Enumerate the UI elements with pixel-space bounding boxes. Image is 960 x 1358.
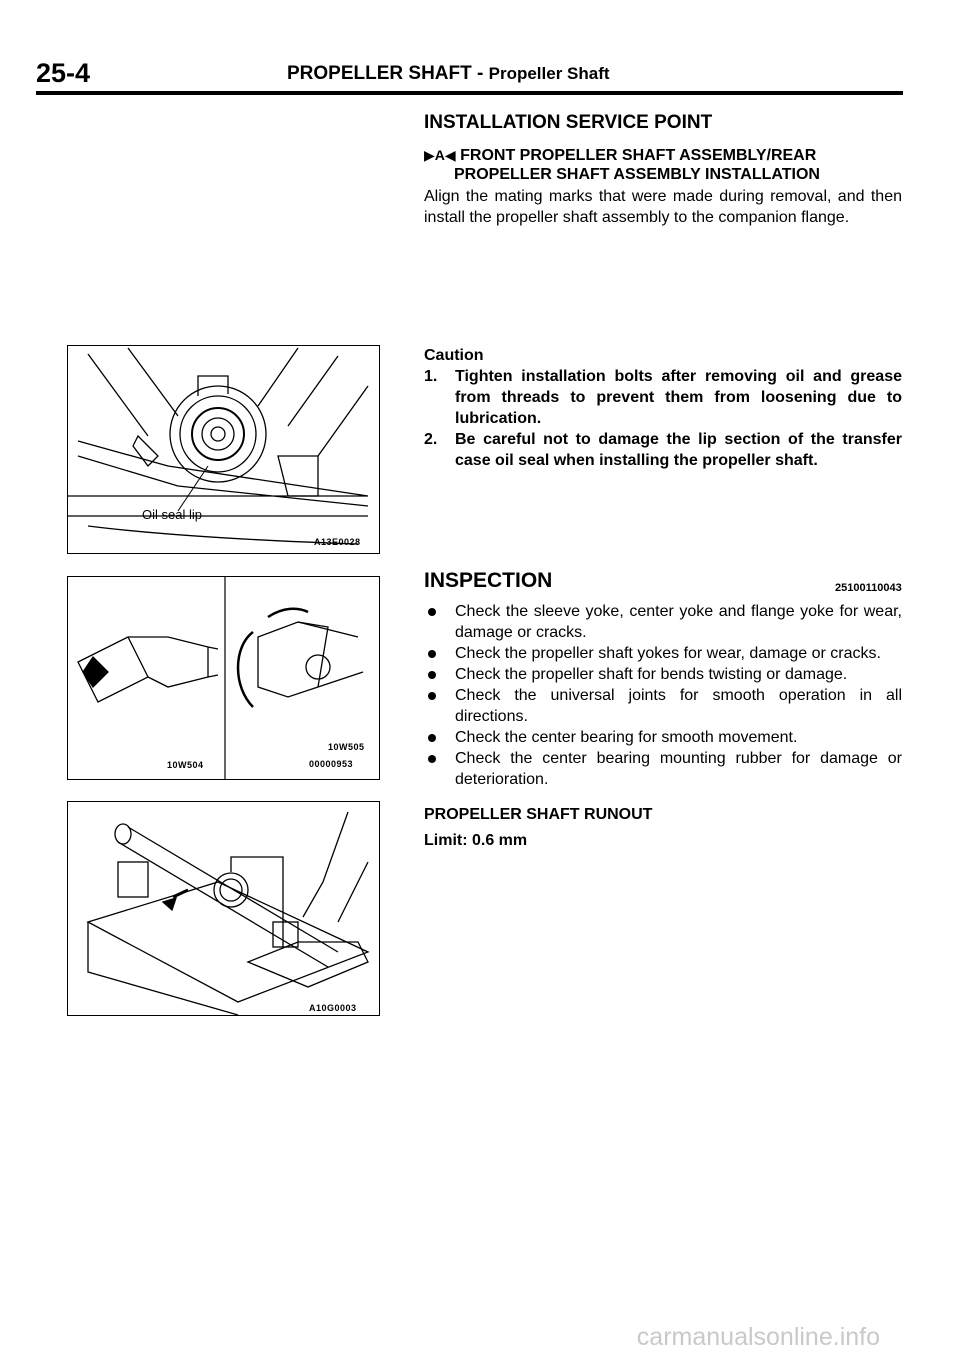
inspection-code: 25100110043 bbox=[835, 582, 902, 594]
caution-item-text: Be careful not to damage the lip section of the transfer case oil seal when installing the propeller shaft. bbox=[455, 431, 902, 469]
inspection-item bbox=[424, 601, 902, 643]
inspection-item-text: Check the center bearing for smooth movement. bbox=[455, 729, 798, 746]
section-title: PROPELLER SHAFT bbox=[287, 63, 472, 84]
watermark: carmanualsonline.info bbox=[636, 1323, 880, 1351]
installation-body: Align the mating marks that were made during removal, and then install the propeller shaft assembly to the companion flange. bbox=[424, 188, 902, 226]
inspection-item bbox=[424, 748, 902, 790]
figure-code-right-top: 10W505 bbox=[328, 742, 365, 752]
subsection-title: Propeller Shaft bbox=[488, 64, 610, 83]
inspection-title: INSPECTION bbox=[424, 569, 553, 592]
inspection-item-text: Check the universal joints for smooth operation in all directions. bbox=[455, 687, 902, 725]
header-rule bbox=[36, 91, 903, 95]
figure-code: A10G0003 bbox=[309, 1003, 357, 1013]
yoke-figure bbox=[67, 576, 380, 780]
inspection-item bbox=[424, 643, 902, 664]
inspection-item bbox=[424, 664, 902, 685]
inspection-item-text: Check the propeller shaft for bends twisting or damage. bbox=[455, 666, 848, 683]
runout-illustration bbox=[68, 802, 379, 1015]
bullet-icon bbox=[428, 734, 436, 742]
runout-limit: Limit: 0.6 mm bbox=[424, 832, 528, 849]
inspection-list bbox=[424, 601, 902, 790]
figure-code-left: 10W504 bbox=[167, 760, 204, 770]
installation-heading-line1: FRONT PROPELLER SHAFT ASSEMBLY/REAR bbox=[460, 147, 817, 164]
inspection-item bbox=[424, 685, 902, 727]
inspection-item-text: Check the center bearing mounting rubber for damage or deterioration. bbox=[455, 750, 902, 788]
caution-item bbox=[424, 429, 902, 471]
bullet-icon bbox=[428, 692, 436, 700]
page-title bbox=[287, 63, 610, 85]
installation-title: INSTALLATION SERVICE POINT bbox=[424, 112, 713, 133]
figure-code: A13E0028 bbox=[314, 537, 361, 547]
bullet-icon bbox=[428, 671, 436, 679]
caution-block bbox=[424, 345, 902, 471]
installation-heading bbox=[424, 146, 902, 184]
inspection-item-text: Check the sleeve yoke, center yoke and flange yoke for wear, damage or cracks. bbox=[455, 603, 902, 641]
caution-item-text: Tighten installation bolts after removing oil and grease from threads to prevent them from loosening due to lubrication. bbox=[455, 368, 902, 427]
inspection-item bbox=[424, 727, 902, 748]
installation-heading-line2: PROPELLER SHAFT ASSEMBLY INSTALLATION bbox=[454, 166, 820, 183]
caution-item-number: 2. bbox=[424, 431, 438, 448]
title-separator: - bbox=[477, 63, 484, 84]
service-point-marker: ▶A◀ bbox=[424, 147, 456, 163]
figure-code-right-bottom: 00000953 bbox=[309, 759, 354, 769]
bullet-icon bbox=[428, 608, 436, 616]
page-number: 25-4 bbox=[36, 58, 91, 88]
oil-seal-figure bbox=[67, 345, 380, 554]
caution-item bbox=[424, 366, 902, 429]
bullet-icon bbox=[428, 755, 436, 763]
oil-seal-illustration bbox=[68, 346, 379, 553]
caution-item-number: 1. bbox=[424, 368, 438, 385]
runout-title: PROPELLER SHAFT RUNOUT bbox=[424, 806, 653, 823]
bullet-icon bbox=[428, 650, 436, 658]
runout-figure bbox=[67, 801, 380, 1016]
inspection-item-text: Check the propeller shaft yokes for wear, damage or cracks. bbox=[455, 645, 881, 662]
caution-title: Caution bbox=[424, 347, 484, 364]
oil-seal-label: Oil seal lip bbox=[142, 507, 202, 522]
